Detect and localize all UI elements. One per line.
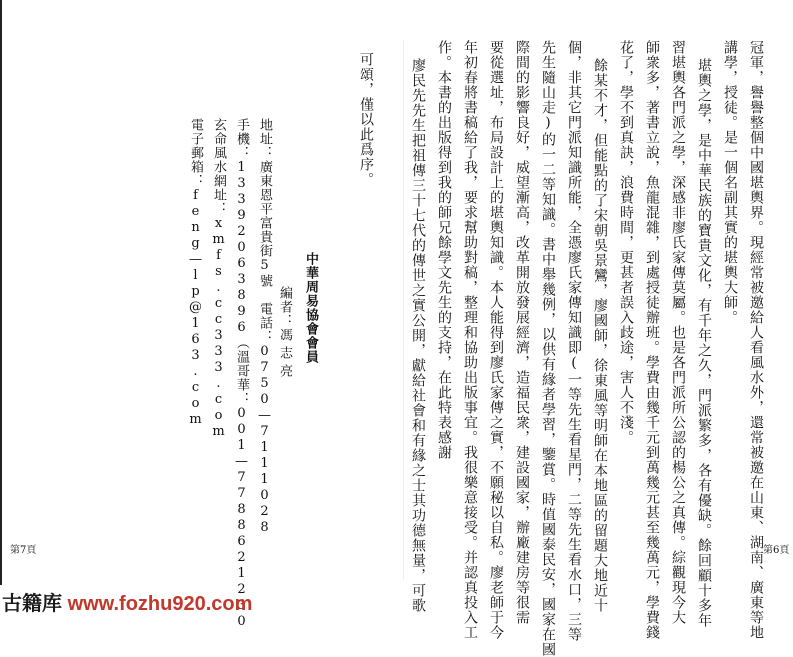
watermark <box>0 590 302 618</box>
text-column: 先生隨山走)的一二等知識。書中舉幾例，以供有緣者學習，鑒賞。時值國泰民安，國家在國 <box>540 40 556 657</box>
text-column: 個，非其它門派知識所能，全憑廖氏家傳知識即(一等先生看星門，二等先生看水口，三等 <box>566 40 582 642</box>
watermark-prefix: 古籍库 <box>2 593 62 615</box>
text-column: 習堪輿各門派之學，深感非廖氏家傳莫屬。也是各門派所公認的楊公之真傳。綜觀現今大 <box>670 40 686 625</box>
text-column: 堪輿之學，是中華民族的寶貴文化，有千年之久，門派繁多，各有優缺。餘回顧十多年 <box>696 58 712 628</box>
page-number-7: 第7頁 <box>10 545 37 556</box>
text-column: 要從選址，布局設計上的堪輿知識。本人能得到廖氏家傳之實，不願秘以自私。廖老師于今 <box>488 40 504 640</box>
text-column: 廖民先先生把祖傳三十七代的傳世之實公開，獻給社會和有緣之士其功德無量，可歌 <box>410 58 426 613</box>
page-gutter <box>403 40 404 580</box>
editor-line <box>278 286 291 382</box>
page-number-6: 第6頁 <box>763 545 790 556</box>
text-column: 作。本書的出版得到我的師兄餘學文先生的支持，在此特表感謝 <box>436 40 452 460</box>
text-column: 年初春將書稿給了我，要求幫助對稿，整理和協助出版事宜。我很樂意接受。并認真投入工 <box>462 40 478 640</box>
email: 電子郵箱：feng—lp@163.com <box>188 118 203 428</box>
closing-line: 可頌，僅以此爲序。 <box>358 52 374 187</box>
text-column: 際間的影響良好，威望漸高，改革開放發展經濟，造福民衆，建設國家，辦廠建房等很需 <box>514 40 530 625</box>
editor-name: 馮志亮 <box>277 328 292 382</box>
address-phone: 地址：廣東恩平富貴街5號 電話：0750—7111028 <box>257 118 272 536</box>
text-column: 花了，學不到真訣，浪費時間，更甚者誤入歧途，害人不淺。 <box>618 40 634 445</box>
organization: 中華周易協會會員 <box>303 252 318 364</box>
editor-label: 編者： <box>277 286 292 328</box>
website: 玄命風水網址：xmfs.cc333.com <box>211 118 226 440</box>
watermark-site: www.fozhu920.com <box>67 593 253 615</box>
text-column: 師衆多，著書立說，魚龍混雜，到處授徒辦班。學費由幾千元到萬幾元甚至幾萬元，學費錢 <box>644 40 660 640</box>
text-column: 餘某不才，但能點的了宋朝吳景鸞，廖國師，徐東風等明師在本地區的留題大地近十 <box>592 58 608 613</box>
text-column: 冠軍，譽譽整個中國堪輿界。現經常被邀給人看風水外，還常被邀在山東、湖南、廣東等地 <box>748 40 764 640</box>
scan-edge <box>0 0 2 585</box>
mobile-number: 手機：13392063896（溫哥華：001—7788621230 <box>234 118 249 630</box>
text-column: 講學，授徒。是一個名副其實的堪輿大師。 <box>722 40 738 325</box>
